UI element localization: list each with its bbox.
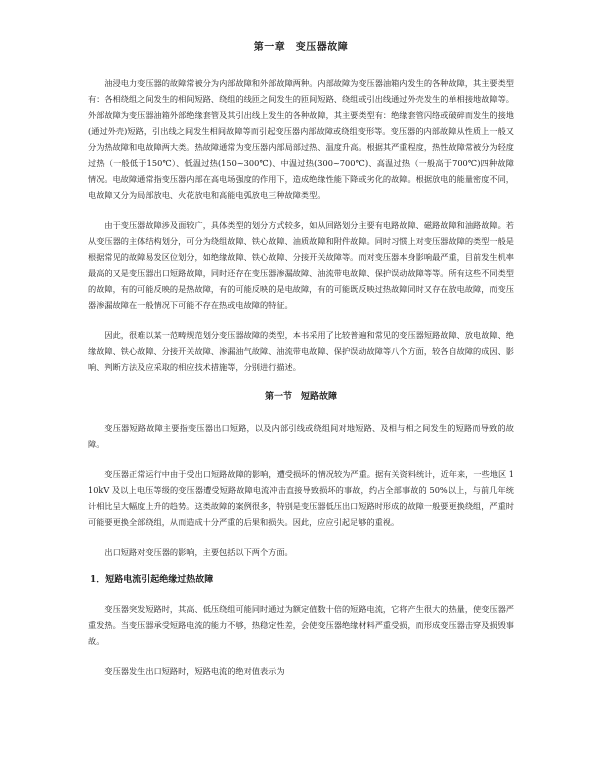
paragraph: 变压器突发短路时，其高、低压绕组可能同时通过为额定值数十倍的短路电流，它将产生很大的热量，使变压器严重发热。当变压器承受短路电流的能力不够，热稳定性差，会使变压器绝缘材料严重受损，而形成变压器击穿及损毁事故。 (88, 604, 514, 646)
paragraph: 出口短路对变压器的影响，主要包括以下两个方面。 (104, 547, 293, 557)
paragraph: 因此，很难以某一范畴规范划分变压器故障的类型，本书采用了比较普遍和常见的变压器短路故障、放电故障、绝缘故障、铁心故障、分接开关故障、渗漏油气故障、油流带电故障、保护误动故障等八个方面，较各自故障的成因、影响、判断方法及应采取的相应技术措施等，分别进行描述。 (88, 330, 514, 372)
section-title: 第一节 短路故障 (264, 392, 337, 402)
paragraph: 变压器短路故障主要指变压器出口短路，以及内部引线或绕组间对地短路、及相与相之间发生的短路而导致的故障。 (88, 423, 514, 449)
paragraph: 由于变压器故障涉及面较广，具体类型的划分方式较多，如从回路划分主要有电路故障、磁路故障和油路故障。若从变压器的主体结构划分，可分为绕组故障、铁心故障、油质故障和附件故障。同时习惯上对变压器故障的类型一般是根据常见的故障易发区位划分，如绝缘故障、铁心故障、分接开关故障等。而对变压器本身影响最严重，目前发生机率最高的又是变压器出口短路故障，同时还存在变压器渗漏故障、油流带电故障、保护误动故障等等。所有这些不同类型的故障，有的可能反映的是热故障，有的可能反映的是电故障，有的可能既反映过热故障同时又存在放电故障，而变压器渗漏故障在一般情况下可能不存在热或电故障的特征。 (88, 220, 514, 310)
chapter-title: 第一章 变压器故障 (253, 42, 349, 53)
paragraph: 变压器正常运行中由于受出口短路故障的影响，遭受损坏的情况较为严重。据有关资料统计，近年来，一些地区 110kV 及以上电压等级的变压器遭受短路故障电流冲击直接导致损坏的事故，约占全部事故的 50%以上，与前几年统计相比呈大幅度上升的趋势。这类故障的案例很多，特别是变压器低压出口短路时形成的故障一般要更换绕组，严重时可能要更换全部绕组，从而造成十分严重的后果和损失。因此，应应引起足够的重视。 (88, 469, 514, 527)
subsection-title: 1．短路电流引起绝缘过热故障 (90, 575, 214, 585)
paragraph: 油浸电力变压器的故障常被分为内部故障和外部故障两种。内部故障为变压器油箱内发生的各种故障，其主要类型有：各相绕组之间发生的相间短路、绕组的线匝之间发生的匝间短路、绕组或引出线通过外壳发生的单相接地故障等。外部故障为变压器油箱外部绝缘套管及其引出线上发生的各种故障，其主要类型有：绝缘套管闪络或破碎而发生的接地(通过外壳)短路，引出线之间发生相间故障等而引起变压器内部故障或绕组变形等。变压器的内部故障从性质上一般又分为热故障和电故障两大类。热故障通常为变压器内部局部过热、温度升高。根据其严重程度，热性故障常被分为轻度过热（一般低于150℃）、低温过热(150~300℃)、中温过热(300~700℃)、高温过热（一般高于700℃)四种故障情况。电故障通常指变压器内部在高电场强度的作用下，造成绝缘性能下降或劣化的故障。根据放电的能量密度不同，电故障又分为局部放电、火花放电和高能电弧放电三种故障类型。 (88, 78, 514, 200)
paragraph: 变压器发生出口短路时，短路电流的绝对值表示为 (104, 666, 285, 676)
